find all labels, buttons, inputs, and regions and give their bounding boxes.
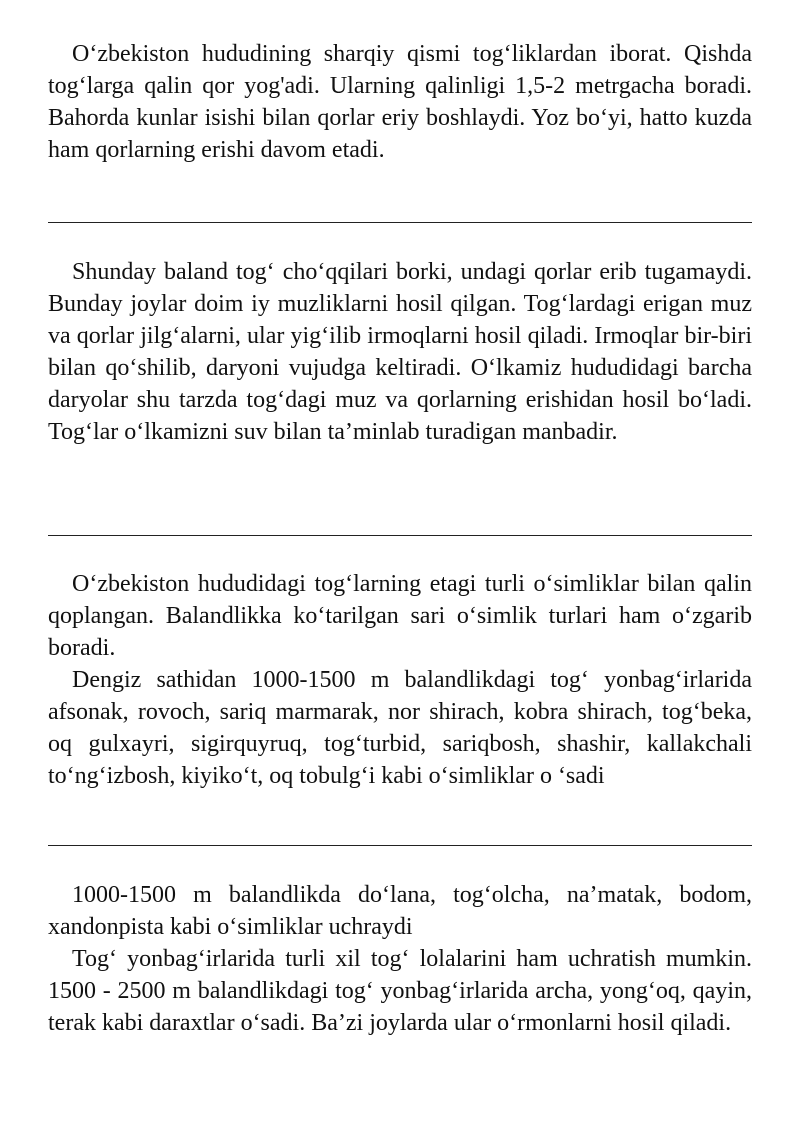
divider-line: [48, 845, 752, 846]
divider-line: [48, 222, 752, 223]
paragraph: Dengiz sathidan 1000-1500 m balandlikdagi tog‘ yonbag‘irlarida afsonak, rovoch, sariq marmarak, nor shirach, kobra shirach, tog‘beka, oq gulxayri, sigirquyruq, tog‘turbid, sariqbosh, shashir, kallakchali to‘ng‘izbosh, kiyiko‘t, oq tobulg‘i kabi o‘simliklar o ‘sadi: [48, 667, 752, 789]
paragraph: Shunday baland tog‘ cho‘qqilari borki, undagi qorlar erib tugamaydi. Bunday joylar doim iy muzliklarni hosil qilgan. Tog‘lardagi erigan muz va qorlar jilg‘alarni, ular yig‘ilib irmoqlarni hosil qiladi. Irmoqlar bir-biri bilan qo‘shilib, daryoni vujudga keltiradi. O‘lkamiz hududidagi barcha daryolar shu tarzda tog‘dagi muz va qorlarning erishidan hosil bo‘ladi. Tog‘lar o‘lkamizni suv bilan ta’minlab turadigan manbadir.: [48, 259, 752, 445]
text-section-trees: [48, 879, 752, 1039]
text-section-plants: [48, 568, 752, 792]
paragraph: Tog‘ yonbag‘irlarida turli xil tog‘ lolalarini ham uchratish mumkin. 1500 - 2500 m balandlikdagi tog‘ yonbag‘irlarida archa, yong‘oq, qayin, terak kabi daraxtlar o‘sadi. Ba’zi joylarda ular o‘rmonlarni hosil qiladi.: [48, 946, 752, 1036]
paragraph: O‘zbekiston hududidagi tog‘larning etagi turli o‘simliklar bilan qalin qoplangan. Balandlikka ko‘tarilgan sari o‘simlik turlari ham o‘zgarib boradi.: [48, 571, 752, 661]
paragraph: O‘zbekiston hududining sharqiy qismi tog‘liklardan iborat. Qishda tog‘larga qalin qor yog'adi. Ularning qalinligi 1,5-2 metrgacha boradi. Bahorda kunlar isishi bilan qorlar eriy boshlaydi. Yoz bo‘yi, hatto kuzda ham qorlarning erishi davom etadi.: [48, 41, 752, 163]
paragraph: 1000-1500 m balandlikda do‘lana, tog‘olcha, na’matak, bodom, xandonpista kabi o‘simliklar uchraydi: [48, 882, 752, 940]
text-section-snow: [48, 38, 752, 166]
divider-line: [48, 535, 752, 536]
text-section-glaciers: [48, 256, 752, 448]
